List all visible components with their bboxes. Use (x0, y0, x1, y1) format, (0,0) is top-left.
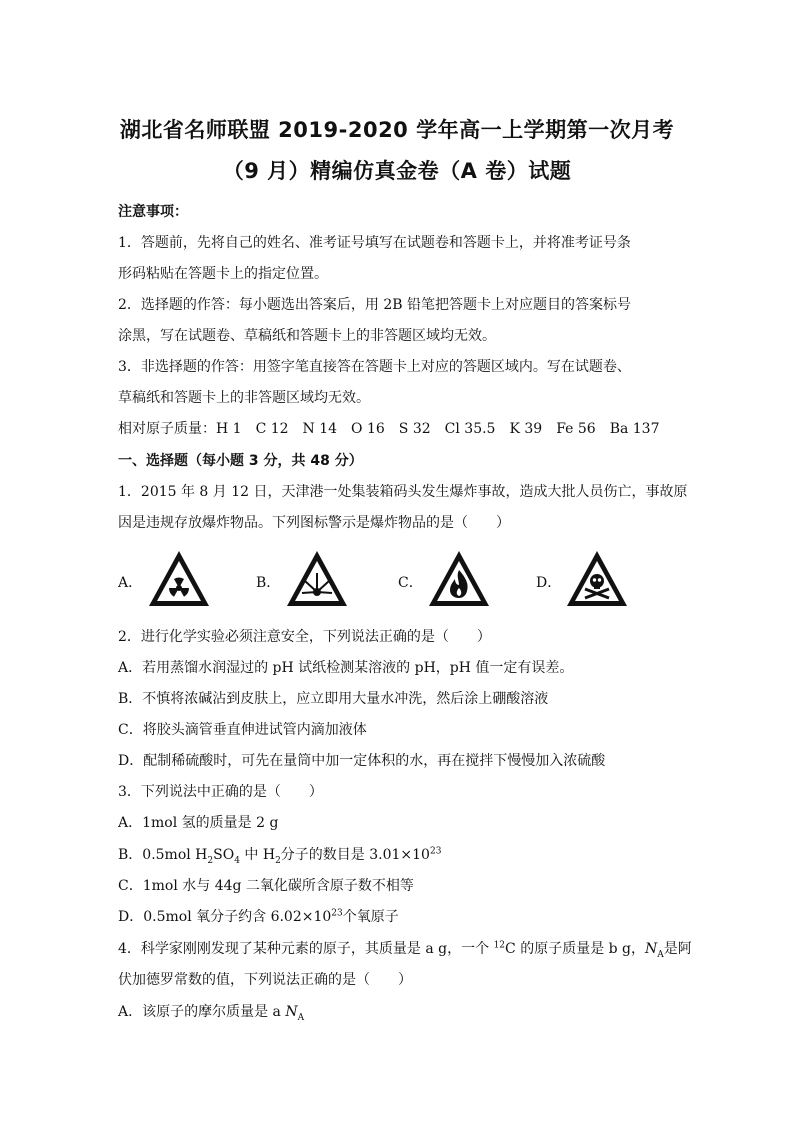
q4-stem-line-1 (118, 940, 692, 958)
superscript: 23 (429, 846, 442, 857)
explosive-warning-icon (284, 548, 350, 610)
q2-option-a[interactable]: A．若用蒸馏水润湿过的 pH 试纸检测某溶液的 pH，pH 值一定有误差。 (118, 660, 574, 676)
radiation-warning-icon (146, 548, 212, 610)
q3-option-b[interactable] (118, 846, 441, 864)
toxic-warning-icon (564, 548, 630, 610)
q3-d-text: 个氧原子 (342, 909, 399, 925)
q3-option-c[interactable]: C．1mol 水与 44g 二氧化碳所含原子数不相等 (118, 878, 414, 894)
q2-stem: 2．进行化学实验必须注意安全，下列说法正确的是（ ） (118, 629, 491, 645)
subscript: 2 (275, 855, 281, 866)
avogadro-symbol: N (285, 1004, 298, 1020)
subscript: A (297, 1012, 305, 1023)
q4-a-text: A．该原子的摩尔质量是 a (118, 1004, 286, 1020)
q3-option-d[interactable] (118, 908, 399, 926)
q3-b-text: 分子的数目是 3.01×10 (280, 847, 430, 863)
note-2-line-2: 涂黑，写在试题卷、草稿纸和答题卡上的非答题区域均无效。 (118, 328, 496, 344)
note-3-line-1: 3．非选择题的作答：用签字笔直接答在答题卡上对应的答题区域内。写在试题卷、 (118, 359, 631, 375)
option-label: C． (398, 575, 423, 591)
note-3-line-2: 草稿纸和答题卡上的非答题区域均无效。 (118, 390, 370, 406)
q4-text: 是阿 (663, 941, 692, 957)
q2-option-b[interactable]: B．不慎将浓碱沾到皮肤上，应立即用大量水冲洗，然后涂上硼酸溶液 (118, 691, 549, 707)
q2-option-d[interactable]: D．配制稀硫酸时，可先在量筒中加一定体积的水，再在搅拌下慢慢加入浓硫酸 (118, 753, 606, 769)
q4-option-a[interactable] (118, 1003, 304, 1021)
q3-option-a[interactable]: A．1mol 氢的质量是 2 g (118, 815, 279, 831)
subscript: A (657, 949, 664, 960)
subscript: 2 (207, 855, 214, 866)
q3-d-text: D．0.5mol 氧分子约含 6.02×10 (118, 909, 332, 925)
q3-b-text: SO (213, 847, 235, 863)
option-label: D． (536, 575, 562, 591)
atomic-masses: 相对原子质量：H 1 C 12 N 14 O 16 S 32 Cl 35.5 K 39 Fe 56 Ba 137 (118, 421, 660, 437)
q3-b-text: 中 H (239, 847, 276, 863)
exam-title-line-2: （9 月）精编仿真金卷（A 卷）试题 (222, 159, 572, 183)
q4-text: 4．科学家刚刚发现了某种元素的原子，其质量是 a g，一个 (118, 941, 494, 957)
q1-stem-line-2: 因是违规存放爆炸物品。下列图标警示是爆炸物品的是（ ） (118, 515, 510, 531)
flammable-warning-icon (426, 548, 492, 610)
subscript: 4 (234, 855, 240, 866)
q3-b-text: B．0.5mol H (118, 847, 208, 863)
q4-text: C 的原子质量是 b g， (505, 941, 646, 957)
superscript: 12 (493, 940, 506, 951)
section-heading-choice: 一、选择题（每小题 3 分，共 48 分） (118, 453, 363, 469)
note-2-line-1: 2．选择题的作答：每小题选出答案后，用 2B 铅笔把答题卡上对应题目的答案标号 (118, 297, 632, 313)
option-label: B． (256, 575, 281, 591)
superscript: 23 (331, 908, 343, 919)
q4-stem-line-2: 伏加德罗常数的值，下列说法正确的是（ ） (118, 972, 412, 988)
exam-title-line-1: 湖北省名师联盟 2019-2020 学年高一上学期第一次月考 (119, 118, 675, 142)
q3-stem: 3．下列说法中正确的是（ ） (118, 784, 323, 800)
q1-stem-line-1: 1．2015 年 8 月 12 日，天津港一处集装箱码头发生爆炸事故，造成大批人员伤亡，事故原 (118, 484, 688, 500)
note-1-line-2: 形码粘贴在答题卡上的指定位置。 (118, 266, 328, 282)
notes-heading: 注意事项： (118, 204, 188, 220)
note-1-line-1: 1．答题前，先将自己的姓名、准考证号填写在试题卷和答题卡上，并将准考证号条 (118, 235, 631, 251)
avogadro-symbol: N (645, 941, 658, 957)
q2-option-c[interactable]: C．将胶头滴管垂直伸进试管内滴加液体 (118, 722, 367, 738)
option-label: A． (118, 575, 143, 591)
q1-options (118, 548, 658, 614)
